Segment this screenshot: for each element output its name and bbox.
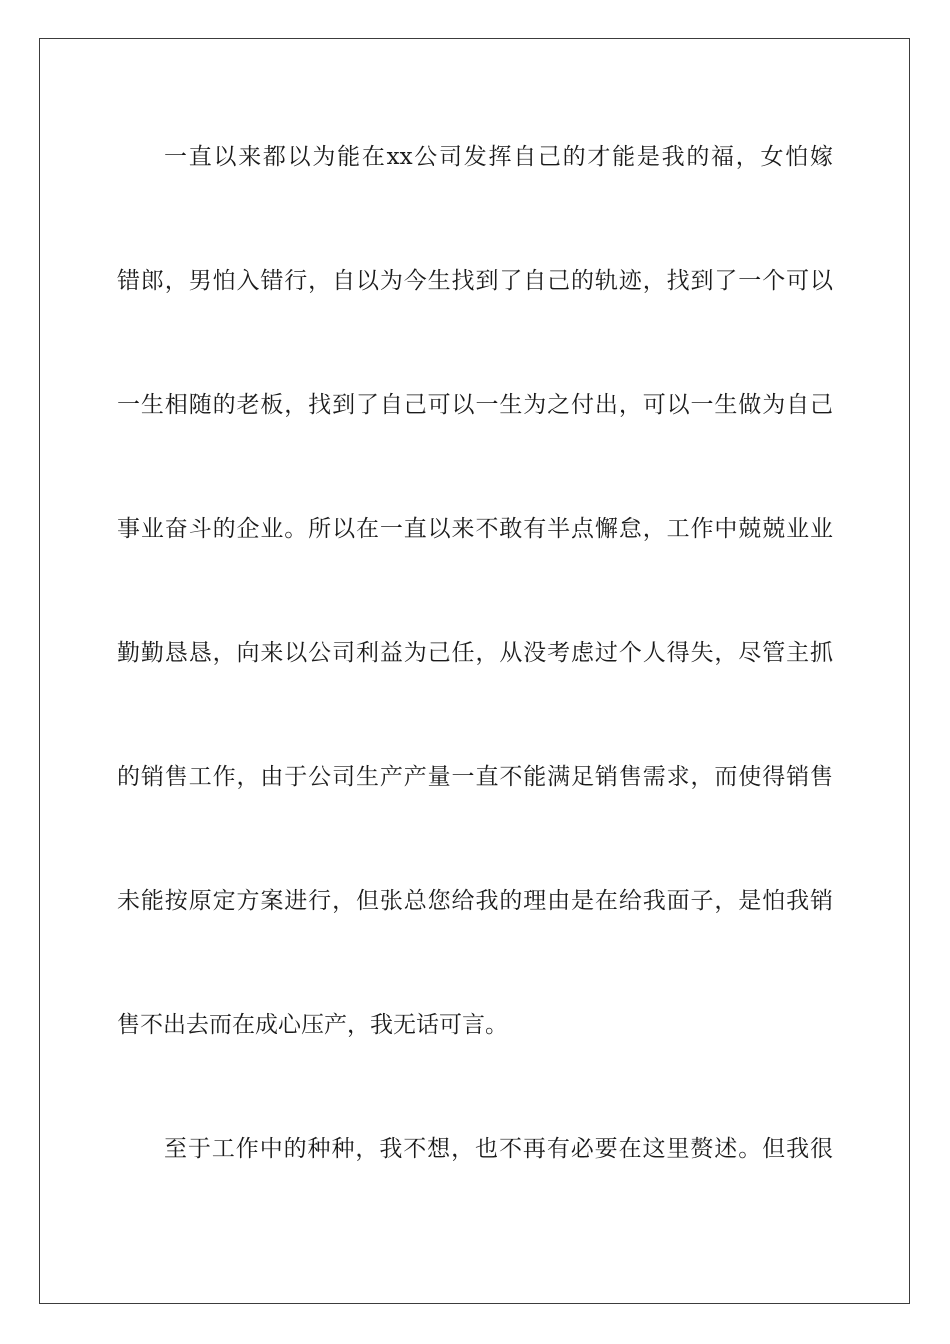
text-line: 未能按原定方案进行，但张总您给我的理由是在给我面子，是怕我销 (117, 888, 833, 914)
document-body (117, 126, 833, 1180)
text-line: 事业奋斗的企业。所以在一直以来不敢有半点懈怠，工作中兢兢业业 (117, 516, 833, 542)
paragraph-1 (117, 126, 833, 1118)
text-line: 一直以来都以为能在xx公司发挥自己的才能是我的福，女怕嫁 (164, 144, 833, 170)
text-line: 一生相随的老板，找到了自己可以一生为之付出，可以一生做为自己 (117, 392, 833, 418)
text-line: 错郎，男怕入错行，自以为今生找到了自己的轨迹，找到了一个可以 (117, 268, 833, 294)
text-line: 的销售工作，由于公司生产产量一直不能满足销售需求，而使得销售 (117, 764, 833, 790)
text-line: 至于工作中的种种，我不想，也不再有必要在这里赘述。但我很 (164, 1136, 833, 1162)
text-line: 勤勤恳恳，向来以公司利益为己任，从没考虑过个人得失，尽管主抓 (117, 640, 833, 666)
paragraph-2 (117, 1118, 833, 1180)
text-line-last: 售不出去而在成心压产，我无话可言。 (117, 1012, 508, 1038)
